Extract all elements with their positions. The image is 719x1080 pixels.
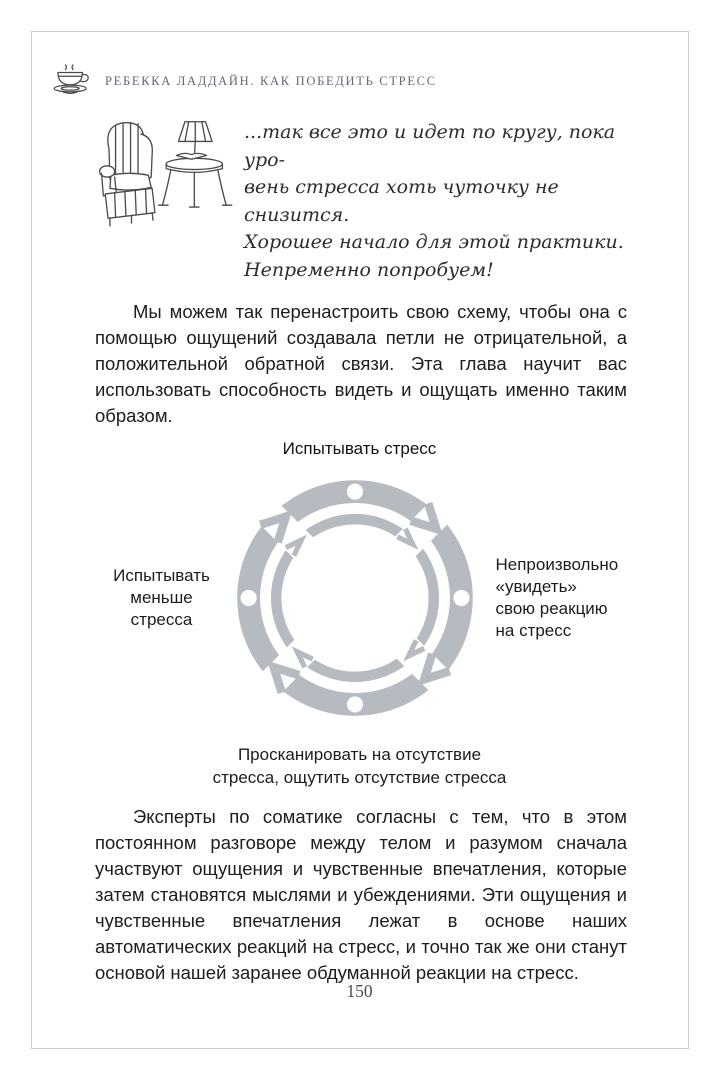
quote-line: ...так все это и идет по кругу, пока уро- (244, 121, 616, 171)
running-title: РЕБЕККА ЛАДДАЙН. КАК ПОБЕДИТЬ СТРЕСС (105, 74, 437, 88)
page-number: 150 (346, 981, 373, 1001)
paragraph-intro: Мы можем так перенастроить свою схему, чтобы она с помощью ощущений создавала петли не отрицательной, а положительной обратной связи. Эта глава научит вас использовать способность видеть и ощущать именно таким образом. (95, 301, 627, 426)
epigraph-block (94, 111, 633, 284)
diagram-label-left: Испытывать меньше стресса (113, 566, 210, 629)
diagram-middle-row (0, 465, 719, 731)
epigraph-quote (244, 111, 633, 284)
quote-line: Хорошее начало для этой практики. (244, 231, 624, 253)
paragraph-somatics: Эксперты по соматике согласны с тем, что в этом постоянном разговоре между телом и разумом сначала участвуют ощущения и чувственные впечатления, которые затем становятся мыслями и убеждениями. Эти ощущения и чувственные впечатления лежат в основе наших автоматических реакций на стресс, и точно так же они станут основой нашей заранее обдуманной реакции на стресс. (95, 806, 627, 983)
diagram-label-top: Испытывать стресс (282, 439, 437, 458)
diagram-label-bottom: Просканировать на отсутствие стресса, ощутить отсутствие стресса (212, 745, 507, 787)
quote-line: вень стресса хоть чуточку не снизится. (244, 176, 559, 226)
quote-line: Непременно попробуем! (244, 258, 494, 281)
stress-cycle-diagram (0, 439, 719, 789)
diagram-label-right: Непроизвольно «увидеть» свою реакцию на стресс (495, 555, 619, 640)
cycle-ring-graphic (222, 465, 488, 731)
armchair-lamp-illustration (94, 111, 244, 284)
page-header (0, 0, 719, 101)
teacup-icon (50, 64, 96, 101)
